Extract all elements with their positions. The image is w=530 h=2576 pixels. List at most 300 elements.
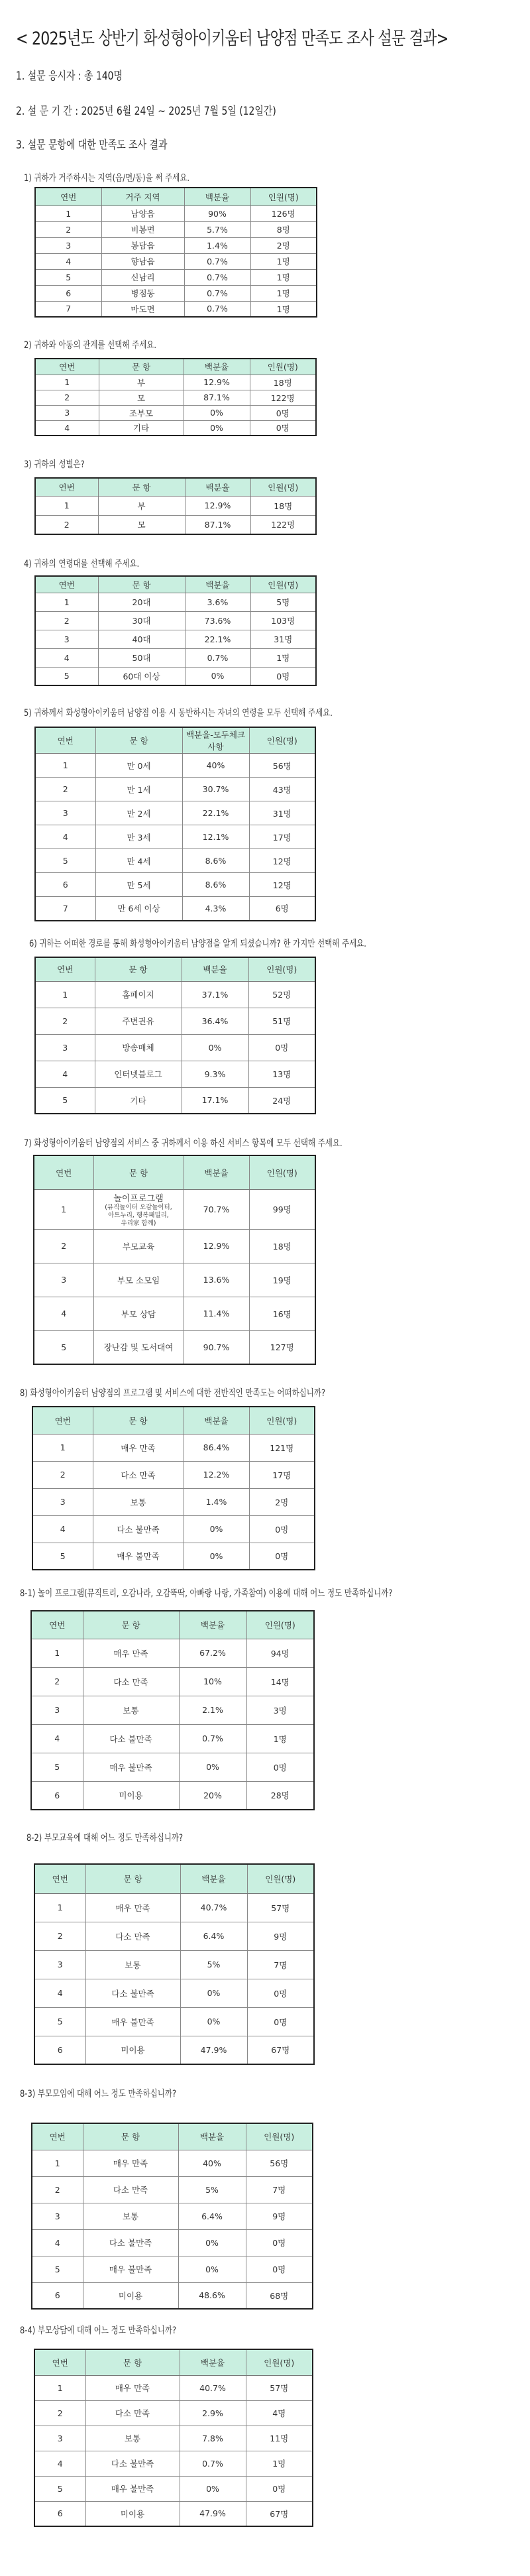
question-label: 3) 귀하의 성별은? [24, 459, 85, 470]
table-cell: 0% [185, 667, 250, 685]
question-label: 8-3) 부모모임에 대해 어느 정도 만족하십니까? [20, 2089, 177, 2099]
table-cell: 1 [32, 2150, 83, 2176]
table-cell: 보통 [85, 1950, 180, 1979]
question-label: 5) 귀하께서 화성형아이키움터 남양점 이용 시 동반하시는 자녀의 연령을 모두 선택해 주세요. [24, 708, 333, 719]
table-cell: 병점동 [101, 285, 184, 301]
table-cell: 0명 [247, 1979, 314, 2007]
table-cell: 9명 [247, 1922, 314, 1950]
table-cell: 보통 [83, 1696, 179, 1724]
table-row [34, 1893, 314, 1922]
table-cell: 4 [31, 1724, 83, 1753]
column-header: 문 항 [85, 2349, 180, 2375]
table-cell: 4 [35, 1061, 95, 1087]
table-row [32, 1434, 315, 1461]
table-header-row [34, 2349, 313, 2375]
column-header: 인원(명) [246, 1611, 314, 1639]
table-cell: 122명 [250, 390, 316, 405]
column-header: 인원(명) [250, 478, 316, 496]
table-cell: 3 [35, 801, 95, 825]
table-cell: 67명 [246, 2501, 313, 2526]
table-cell: 19명 [249, 1263, 315, 1297]
table-cell: 0% [178, 2256, 246, 2282]
table-row [35, 1061, 315, 1087]
table-cell: 부모 소모임 [93, 1263, 184, 1297]
table-row [32, 2150, 313, 2176]
table-cell: 0.7% [180, 2451, 246, 2476]
column-header: 연번 [32, 1407, 93, 1434]
table-cell: 매우 불만족 [85, 2007, 180, 2036]
table-cell: 0명 [248, 1034, 315, 1061]
table-cell: 4명 [246, 2400, 313, 2426]
table-header-row [35, 957, 315, 981]
table-cell: 0명 [250, 420, 316, 436]
column-header: 인원(명) [249, 1155, 315, 1189]
table-row [35, 981, 315, 1008]
table-cell: 주변권유 [95, 1008, 182, 1034]
column-header: 백분율 [185, 478, 250, 496]
table-row [35, 221, 317, 237]
table-cell: 11.4% [184, 1297, 249, 1330]
table-cell: 1 [34, 2375, 85, 2400]
table-cell: 0명 [249, 1543, 315, 1570]
table-cell: 17.1% [182, 1087, 248, 1114]
results-table [34, 187, 317, 318]
table-cell: 36.4% [182, 1008, 248, 1034]
table-cell: 8명 [250, 221, 317, 237]
table-row [35, 648, 316, 667]
table-cell: 0명 [246, 2476, 313, 2501]
table-cell: 5 [34, 2476, 85, 2501]
table-cell: 24명 [248, 1087, 315, 1114]
table-cell: 40대 [98, 630, 185, 648]
table-row [34, 2426, 313, 2451]
results-table [34, 727, 316, 921]
table-cell: 9.3% [182, 1061, 248, 1087]
table-cell: 보통 [93, 1488, 184, 1515]
table-cell: 0.7% [184, 269, 250, 285]
question-label: 8-4) 부모상담에 대해 어느 정도 만족하십니까? [20, 2325, 177, 2336]
column-header: 백분율 [180, 2349, 246, 2375]
table-cell: 30대 [98, 611, 185, 630]
table-cell: 1 [35, 205, 101, 221]
table-cell: 0.7% [179, 1724, 246, 1753]
table-cell: 2명 [249, 1488, 315, 1515]
table-cell: 67.2% [179, 1639, 246, 1667]
table-row [35, 301, 317, 317]
table-cell: 1 [32, 1434, 93, 1461]
table-cell: 87.1% [185, 515, 250, 534]
results-table [34, 957, 316, 1114]
table-row [35, 420, 316, 436]
column-header: 연번 [35, 957, 95, 981]
table-cell: 18명 [249, 1229, 315, 1263]
table-cell: 매우 불만족 [83, 2256, 178, 2282]
table-cell: 48.6% [178, 2282, 246, 2309]
table-cell: 2 [35, 611, 98, 630]
table-cell: 57명 [246, 2375, 313, 2400]
table-row [32, 1488, 315, 1515]
table-cell: 1 [35, 981, 95, 1008]
cell-note: 우리家 함께) [121, 1219, 156, 1227]
table-cell: 5 [35, 1087, 95, 1114]
table-row [35, 778, 315, 801]
table-cell: 86.4% [184, 1434, 249, 1461]
table-cell: 40% [178, 2150, 246, 2176]
column-header: 백분율 [178, 2123, 246, 2150]
column-header: 문 항 [98, 576, 185, 593]
table-cell: 2 [34, 2400, 85, 2426]
table-cell: 51명 [248, 1008, 315, 1034]
table-cell: 43명 [249, 778, 315, 801]
column-header: 인원(명) [247, 1864, 314, 1893]
table-cell: 0% [180, 2476, 246, 2501]
table-cell: 12.1% [182, 825, 249, 849]
table-cell: 122명 [250, 515, 316, 534]
column-header: 연번 [35, 478, 98, 496]
table-cell: 조부모 [99, 405, 184, 420]
table-cell: 부모 상담 [93, 1297, 184, 1330]
table-cell: 3 [35, 630, 98, 648]
table-cell: 12.9% [184, 375, 250, 390]
table-cell: 매우 만족 [83, 2150, 178, 2176]
table-cell: 4 [32, 2229, 83, 2256]
question-label: 6) 귀하는 어떠한 경로를 통해 화성형아이키움터 남양점을 알게 되셨습니까? 한 가지만 선택해 주세요. [29, 939, 366, 949]
table-cell: 1 [35, 496, 98, 515]
table-cell: 1명 [250, 285, 317, 301]
table-cell: 홈페이지 [95, 981, 182, 1008]
table-cell: 8.6% [182, 849, 249, 873]
table-cell: 신남리 [101, 269, 184, 285]
table-cell: 73.6% [185, 611, 250, 630]
table-row [32, 2176, 313, 2203]
table-cell: 4 [34, 2451, 85, 2476]
table-row [35, 1087, 315, 1114]
table-header-row [34, 1155, 315, 1189]
table-cell: 0명 [250, 667, 316, 685]
table-header-row [32, 2123, 313, 2150]
table-row [31, 1753, 314, 1781]
table-row [31, 1724, 314, 1753]
column-header: 연번 [35, 188, 101, 205]
column-header: 백분율 [179, 1611, 246, 1639]
table-cell: 0명 [246, 1753, 314, 1781]
question-label: 2) 귀하와 아동의 관계를 선택해 주세요. [24, 340, 157, 351]
table-cell: 0명 [249, 1515, 315, 1543]
table-cell: 2 [34, 1922, 85, 1950]
table-header-row [35, 188, 317, 205]
table-cell: 다소 만족 [85, 2400, 180, 2426]
table-cell: 5 [35, 849, 95, 873]
table-cell: 부모교육 [93, 1229, 184, 1263]
table-cell: 매우 만족 [93, 1434, 184, 1461]
table-cell: 4 [35, 420, 99, 436]
table-cell: 40.7% [180, 1893, 247, 1922]
table-cell: 1 [35, 754, 95, 778]
table-cell: 1 [35, 375, 99, 390]
table-row [35, 405, 316, 420]
table-cell: 0% [184, 1515, 249, 1543]
table-cell: 보통 [83, 2203, 178, 2229]
table-cell: 0% [184, 1543, 249, 1570]
column-header: 백분율 [180, 1864, 247, 1893]
table-cell: 126명 [250, 205, 317, 221]
question-label: 1) 귀하가 거주하시는 지역(읍/면/동)을 써 주세요. [24, 173, 189, 184]
table-cell: 4 [35, 253, 101, 269]
column-header: 거주 지역 [101, 188, 184, 205]
cell-note: (뮤직놀이터 오감놀이터, [105, 1203, 172, 1211]
table-row [31, 1696, 314, 1724]
table-cell: 미이용 [85, 2036, 180, 2064]
table-cell: 47.9% [180, 2036, 247, 2064]
table-row [35, 269, 317, 285]
table-cell: 3 [34, 1263, 93, 1297]
table-cell: 2 [31, 1667, 83, 1696]
table-cell: 70.7% [184, 1189, 249, 1229]
table-cell: 9명 [246, 2203, 313, 2229]
table-row [35, 873, 315, 897]
table-cell: 2명 [250, 237, 317, 253]
table-cell: 6 [35, 873, 95, 897]
table-cell: 0명 [247, 2007, 314, 2036]
column-header: 문 항 [93, 1407, 184, 1434]
column-header: 인원(명) [250, 188, 317, 205]
table-cell: 남양읍 [101, 205, 184, 221]
table-cell: 22.1% [185, 630, 250, 648]
table-cell: 5 [31, 1753, 83, 1781]
column-header: 백분율 [184, 1407, 249, 1434]
column-header: 문 항 [93, 1155, 184, 1189]
table-row [35, 801, 315, 825]
table-row [35, 667, 316, 685]
table-cell: 1 [31, 1639, 83, 1667]
column-header: 인원(명) [249, 1407, 315, 1434]
column-header: 문 항 [83, 2123, 178, 2150]
table-cell: 5 [35, 667, 98, 685]
table-cell: 60대 이상 [98, 667, 185, 685]
column-header: 연번 [35, 727, 95, 754]
table-cell: 4 [34, 1297, 93, 1330]
page-title: < 2025년도 상반기 화성형아이키움터 남양점 만족도 조사 설문 결과> [16, 29, 449, 49]
column-header: 문 항 [85, 1864, 180, 1893]
table-cell: 2 [35, 778, 95, 801]
table-row [34, 1229, 315, 1263]
table-cell: 68명 [246, 2282, 313, 2309]
table-cell: 6 [34, 2036, 85, 2064]
table-row [35, 897, 315, 921]
table-header-row [35, 576, 316, 593]
table-cell: 2 [34, 1229, 93, 1263]
table-cell: 12명 [249, 849, 315, 873]
table-cell: 매우 만족 [85, 2375, 180, 2400]
table-cell: 67명 [247, 2036, 314, 2064]
table-header-row [35, 359, 316, 375]
table-cell: 7.8% [180, 2426, 246, 2451]
table-row [35, 1008, 315, 1034]
table-cell: 57명 [247, 1893, 314, 1922]
column-header: 연번 [31, 1611, 83, 1639]
table-cell: 3 [35, 1034, 95, 1061]
table-cell: 0.7% [185, 648, 250, 667]
column-header: 백분율 [185, 576, 250, 593]
table-cell: 6.4% [178, 2203, 246, 2229]
table-row [35, 849, 315, 873]
table-cell: 87.1% [184, 390, 250, 405]
table-row [32, 1543, 315, 1570]
question-label: 8-1) 놀이 프로그램(뮤직트리, 오감나라, 오감뚝딱, 아빠랑 나랑, 가족참여) 이용에 대해 어느 정도 만족하십니까? [20, 1588, 393, 1599]
table-cell: 1.4% [184, 1488, 249, 1515]
table-cell: 17명 [249, 825, 315, 849]
table-cell: 47.9% [180, 2501, 246, 2526]
period-line: 2. 설 문 기 간 : 2025년 6월 24일 ~ 2025년 7월 5일 (12일간) [16, 105, 276, 118]
table-cell: 6명 [249, 897, 315, 921]
column-header: 인원(명) [246, 2123, 313, 2150]
table-cell: 6 [34, 2501, 85, 2526]
column-header: 인원(명) [246, 2349, 313, 2375]
table-cell: 미이용 [83, 1781, 179, 1810]
table-cell: 22.1% [182, 801, 249, 825]
table-cell: 28명 [246, 1781, 314, 1810]
table-cell: 인터넷블로그 [95, 1061, 182, 1087]
column-header: 문 항 [95, 727, 182, 754]
table-cell: 2 [35, 1008, 95, 1034]
table-cell: 매우 불만족 [93, 1543, 184, 1570]
table-cell: 1명 [250, 648, 316, 667]
table-cell: 0명 [246, 2256, 313, 2282]
column-header: 인원(명) [249, 727, 315, 754]
cell-note: 아트누리, 행복패밀리, [108, 1211, 169, 1219]
table-cell: 2 [35, 221, 101, 237]
table-cell: 부 [99, 375, 184, 390]
table-cell: 4 [32, 1515, 93, 1543]
table-cell: 56명 [246, 2150, 313, 2176]
table-cell: 0.7% [184, 301, 250, 317]
table-row [31, 1781, 314, 1810]
table-cell: 0% [178, 2229, 246, 2256]
table-cell: 4.3% [182, 897, 249, 921]
table-cell: 방송매체 [95, 1034, 182, 1061]
table-row [34, 2451, 313, 2476]
respondents-line: 1. 설문 응시자 : 총 140명 [16, 70, 123, 83]
table-cell: 다소 불만족 [83, 2229, 178, 2256]
column-header: 연번 [34, 2349, 85, 2375]
column-header: 연번 [34, 1155, 93, 1189]
table-cell: 99명 [249, 1189, 315, 1229]
table-row [34, 2036, 314, 2064]
table-cell: 40% [182, 754, 249, 778]
results-heading: 3. 설문 문항에 대한 만족도 조사 결과 [16, 139, 168, 152]
table-cell: 5 [34, 1330, 93, 1364]
table-cell: 0% [180, 1979, 247, 2007]
table-cell: 1명 [250, 269, 317, 285]
table-cell: 미이용 [83, 2282, 178, 2309]
table-cell: 다소 만족 [85, 1922, 180, 1950]
table-cell: 미이용 [85, 2501, 180, 2526]
table-row [35, 496, 316, 515]
column-header: 백분율 [182, 957, 248, 981]
table-cell: 다소 불만족 [85, 1979, 180, 2007]
column-header: 백분율 [184, 359, 250, 375]
table-cell: 0% [184, 405, 250, 420]
table-cell: 만 0세 [95, 754, 182, 778]
table-cell: 0% [179, 1753, 246, 1781]
results-table [34, 2349, 313, 2527]
table-row [34, 1950, 314, 1979]
table-cell: 장난감 및 도서대여 [93, 1330, 184, 1364]
table-cell: 6 [35, 285, 101, 301]
column-header: 문 항 [83, 1611, 179, 1639]
table-cell: 14명 [246, 1667, 314, 1696]
results-table [32, 1406, 315, 1570]
results-table [33, 1155, 316, 1365]
table-cell: 17명 [249, 1461, 315, 1488]
column-header: 문 항 [95, 957, 182, 981]
question-label: 8-2) 부모교육에 대해 어느 정도 만족하십니까? [26, 1833, 184, 1844]
table-row [35, 630, 316, 648]
table-cell: 16명 [249, 1297, 315, 1330]
table-row [32, 1515, 315, 1543]
column-header: 연번 [35, 576, 98, 593]
column-header: 연번 [32, 2123, 83, 2150]
table-row [34, 2007, 314, 2036]
table-row [35, 253, 317, 269]
table-row [34, 2476, 313, 2501]
table-cell: 5 [34, 2007, 85, 2036]
table-row [32, 2203, 313, 2229]
table-cell: 3 [32, 1488, 93, 1515]
table-row [34, 1979, 314, 2007]
table-cell: 127명 [249, 1330, 315, 1364]
table-cell: 31명 [250, 630, 316, 648]
table-row [34, 2400, 313, 2426]
table-row [35, 390, 316, 405]
table-cell: 만 6세 이상 [95, 897, 182, 921]
table-cell: 5% [178, 2176, 246, 2203]
table-cell: 7명 [246, 2176, 313, 2203]
column-header: 연번 [34, 1864, 85, 1893]
question-label: 7) 화성형아이키움터 남양점의 서비스 중 귀하께서 이용 하신 서비스 항목에 모두 선택해 주세요. [24, 1138, 343, 1149]
column-header: 백분율 [184, 1155, 249, 1189]
table-header-row [35, 478, 316, 496]
table-cell: 3 [31, 1696, 83, 1724]
column-header: 백분율-모두체크사항 [182, 727, 249, 754]
column-header: 인원(명) [250, 576, 316, 593]
column-header: 인원(명) [250, 359, 316, 375]
table-cell: 5% [180, 1950, 247, 1979]
table-row [34, 2375, 313, 2400]
table-cell: 1 [35, 593, 98, 611]
table-cell: 12.2% [184, 1461, 249, 1488]
table-cell: 다소 불만족 [93, 1515, 184, 1543]
table-cell: 비봉면 [101, 221, 184, 237]
table-cell: 10% [179, 1667, 246, 1696]
table-cell: 4 [34, 1979, 85, 2007]
table-cell: 2 [32, 2176, 83, 2203]
results-table [30, 1610, 315, 1810]
table-cell: 매우 만족 [85, 1893, 180, 1922]
table-cell: 5 [32, 2256, 83, 2282]
table-cell: 0% [184, 420, 250, 436]
results-table [34, 575, 317, 686]
table-cell: 18명 [250, 375, 316, 390]
results-table [31, 2123, 313, 2310]
table-cell: 40.7% [180, 2375, 246, 2400]
table-cell: 13.6% [184, 1263, 249, 1297]
table-cell: 다소 만족 [93, 1461, 184, 1488]
table-cell: 만 5세 [95, 873, 182, 897]
table-cell: 7 [35, 301, 101, 317]
table-cell: 6 [32, 2282, 83, 2309]
table-cell: 1 [34, 1893, 85, 1922]
